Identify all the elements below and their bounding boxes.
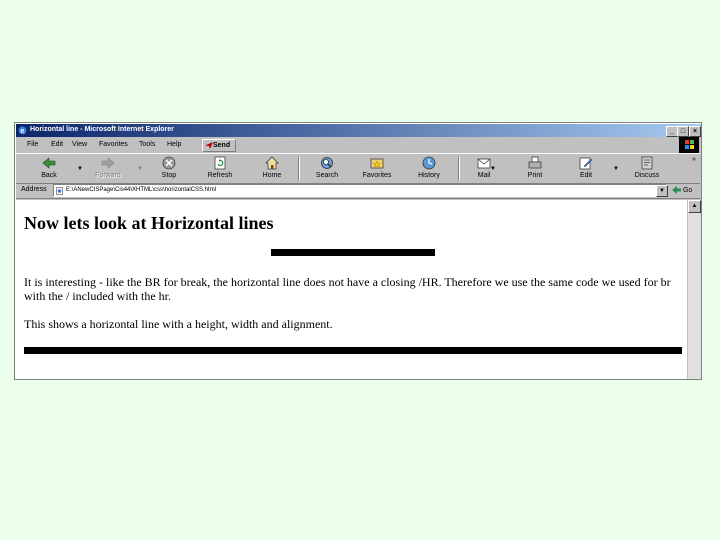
horizontal-rule-full [24,347,682,354]
menu-tools[interactable]: Tools [139,141,156,148]
browser-window [14,122,702,380]
home-icon [265,156,279,170]
favorites-icon [370,156,384,170]
window-title: Horizontal line - Microsoft Internet Explorer [30,126,174,133]
page-heading: Now lets look at Horizontal lines [24,213,274,233]
ie-logo-icon [18,126,27,135]
search-button[interactable] [307,156,347,182]
address-dropdown-icon[interactable]: ▼ [656,185,668,197]
back-arrow-icon [42,156,56,170]
print-label: Print [527,172,543,179]
history-label: History [418,172,440,179]
scroll-up-arrow-icon[interactable]: ▲ [688,200,701,213]
edit-dropdown-arrow-icon[interactable]: ▼ [613,166,619,172]
mail-dropdown-arrow-icon[interactable]: ▼ [490,166,496,172]
horizontal-rule-centered [271,249,435,256]
svg-text:e: e [20,128,25,135]
search-icon [320,156,334,170]
refresh-icon [213,156,227,170]
maximize-button[interactable]: □ [677,126,689,137]
forward-arrow-icon [101,156,115,170]
address-input[interactable] [53,184,667,197]
discuss-button[interactable] [627,156,667,182]
menu-favorites[interactable]: Favorites [99,141,128,148]
toolbar-separator [298,157,300,181]
stop-icon [162,156,176,170]
go-label: Go [682,186,693,194]
menu-bar [16,138,700,152]
standard-toolbar [16,153,700,184]
menu-file[interactable]: File [27,141,39,148]
forward-button[interactable] [88,156,128,182]
minimize-button[interactable]: _ [666,126,678,137]
paragraph-shows: This shows a horizontal line with a height, width and alignment. [24,317,333,331]
forward-label: Forward [95,172,121,179]
menu-edit[interactable]: Edit [51,141,64,148]
address-label: Address [21,186,47,193]
discuss-label: Discuss [634,172,660,179]
stop-button[interactable] [149,156,189,182]
menu-view[interactable]: View [72,141,88,148]
menu-help[interactable]: Help [167,141,182,148]
favorites-button[interactable] [357,156,397,182]
favorites-label: Favorites [362,172,392,179]
send-icon [205,142,213,149]
go-arrow-icon [672,186,681,194]
title-bar [16,124,700,137]
back-button[interactable] [29,156,69,182]
mail-icon [477,156,491,170]
print-icon [528,156,542,170]
address-bar [16,183,700,199]
page-content [16,200,687,379]
page-icon [56,187,63,195]
mail-button[interactable] [464,156,504,182]
home-button[interactable] [252,156,292,182]
vertical-scrollbar[interactable] [688,200,701,379]
home-label: Home [262,172,282,179]
windows-logo-icon [679,137,699,153]
forward-dropdown-arrow-icon[interactable]: ▼ [137,166,143,172]
print-button[interactable] [515,156,555,182]
refresh-button[interactable] [200,156,240,182]
toolbar-chevron-icon[interactable]: » [692,156,696,163]
mail-label: Mail [477,172,491,179]
edit-label: Edit [579,172,593,179]
send-label: Send [213,142,231,149]
paragraph-interesting: It is interesting - like the BR for break, the horizontal line does not have a closing /HR. Therefore we use the same code we used for br with the / included with the hr. [24,275,671,303]
edit-icon [579,156,593,170]
back-dropdown-arrow-icon[interactable]: ▼ [77,166,83,172]
go-button[interactable] [672,186,692,194]
history-button[interactable] [409,156,449,182]
back-label: Back [41,172,57,179]
edit-button[interactable] [566,156,606,182]
history-icon [422,156,436,170]
refresh-label: Refresh [207,172,233,179]
send-button[interactable] [202,139,236,152]
stop-label: Stop [161,172,177,179]
address-value: E:\ANewCISPage\Cis44\XHTML\css\horizontalCSS.html [66,187,217,193]
search-label: Search [315,172,339,179]
discuss-icon [640,156,654,170]
close-button[interactable]: × [689,126,701,137]
toolbar-separator [458,157,460,181]
